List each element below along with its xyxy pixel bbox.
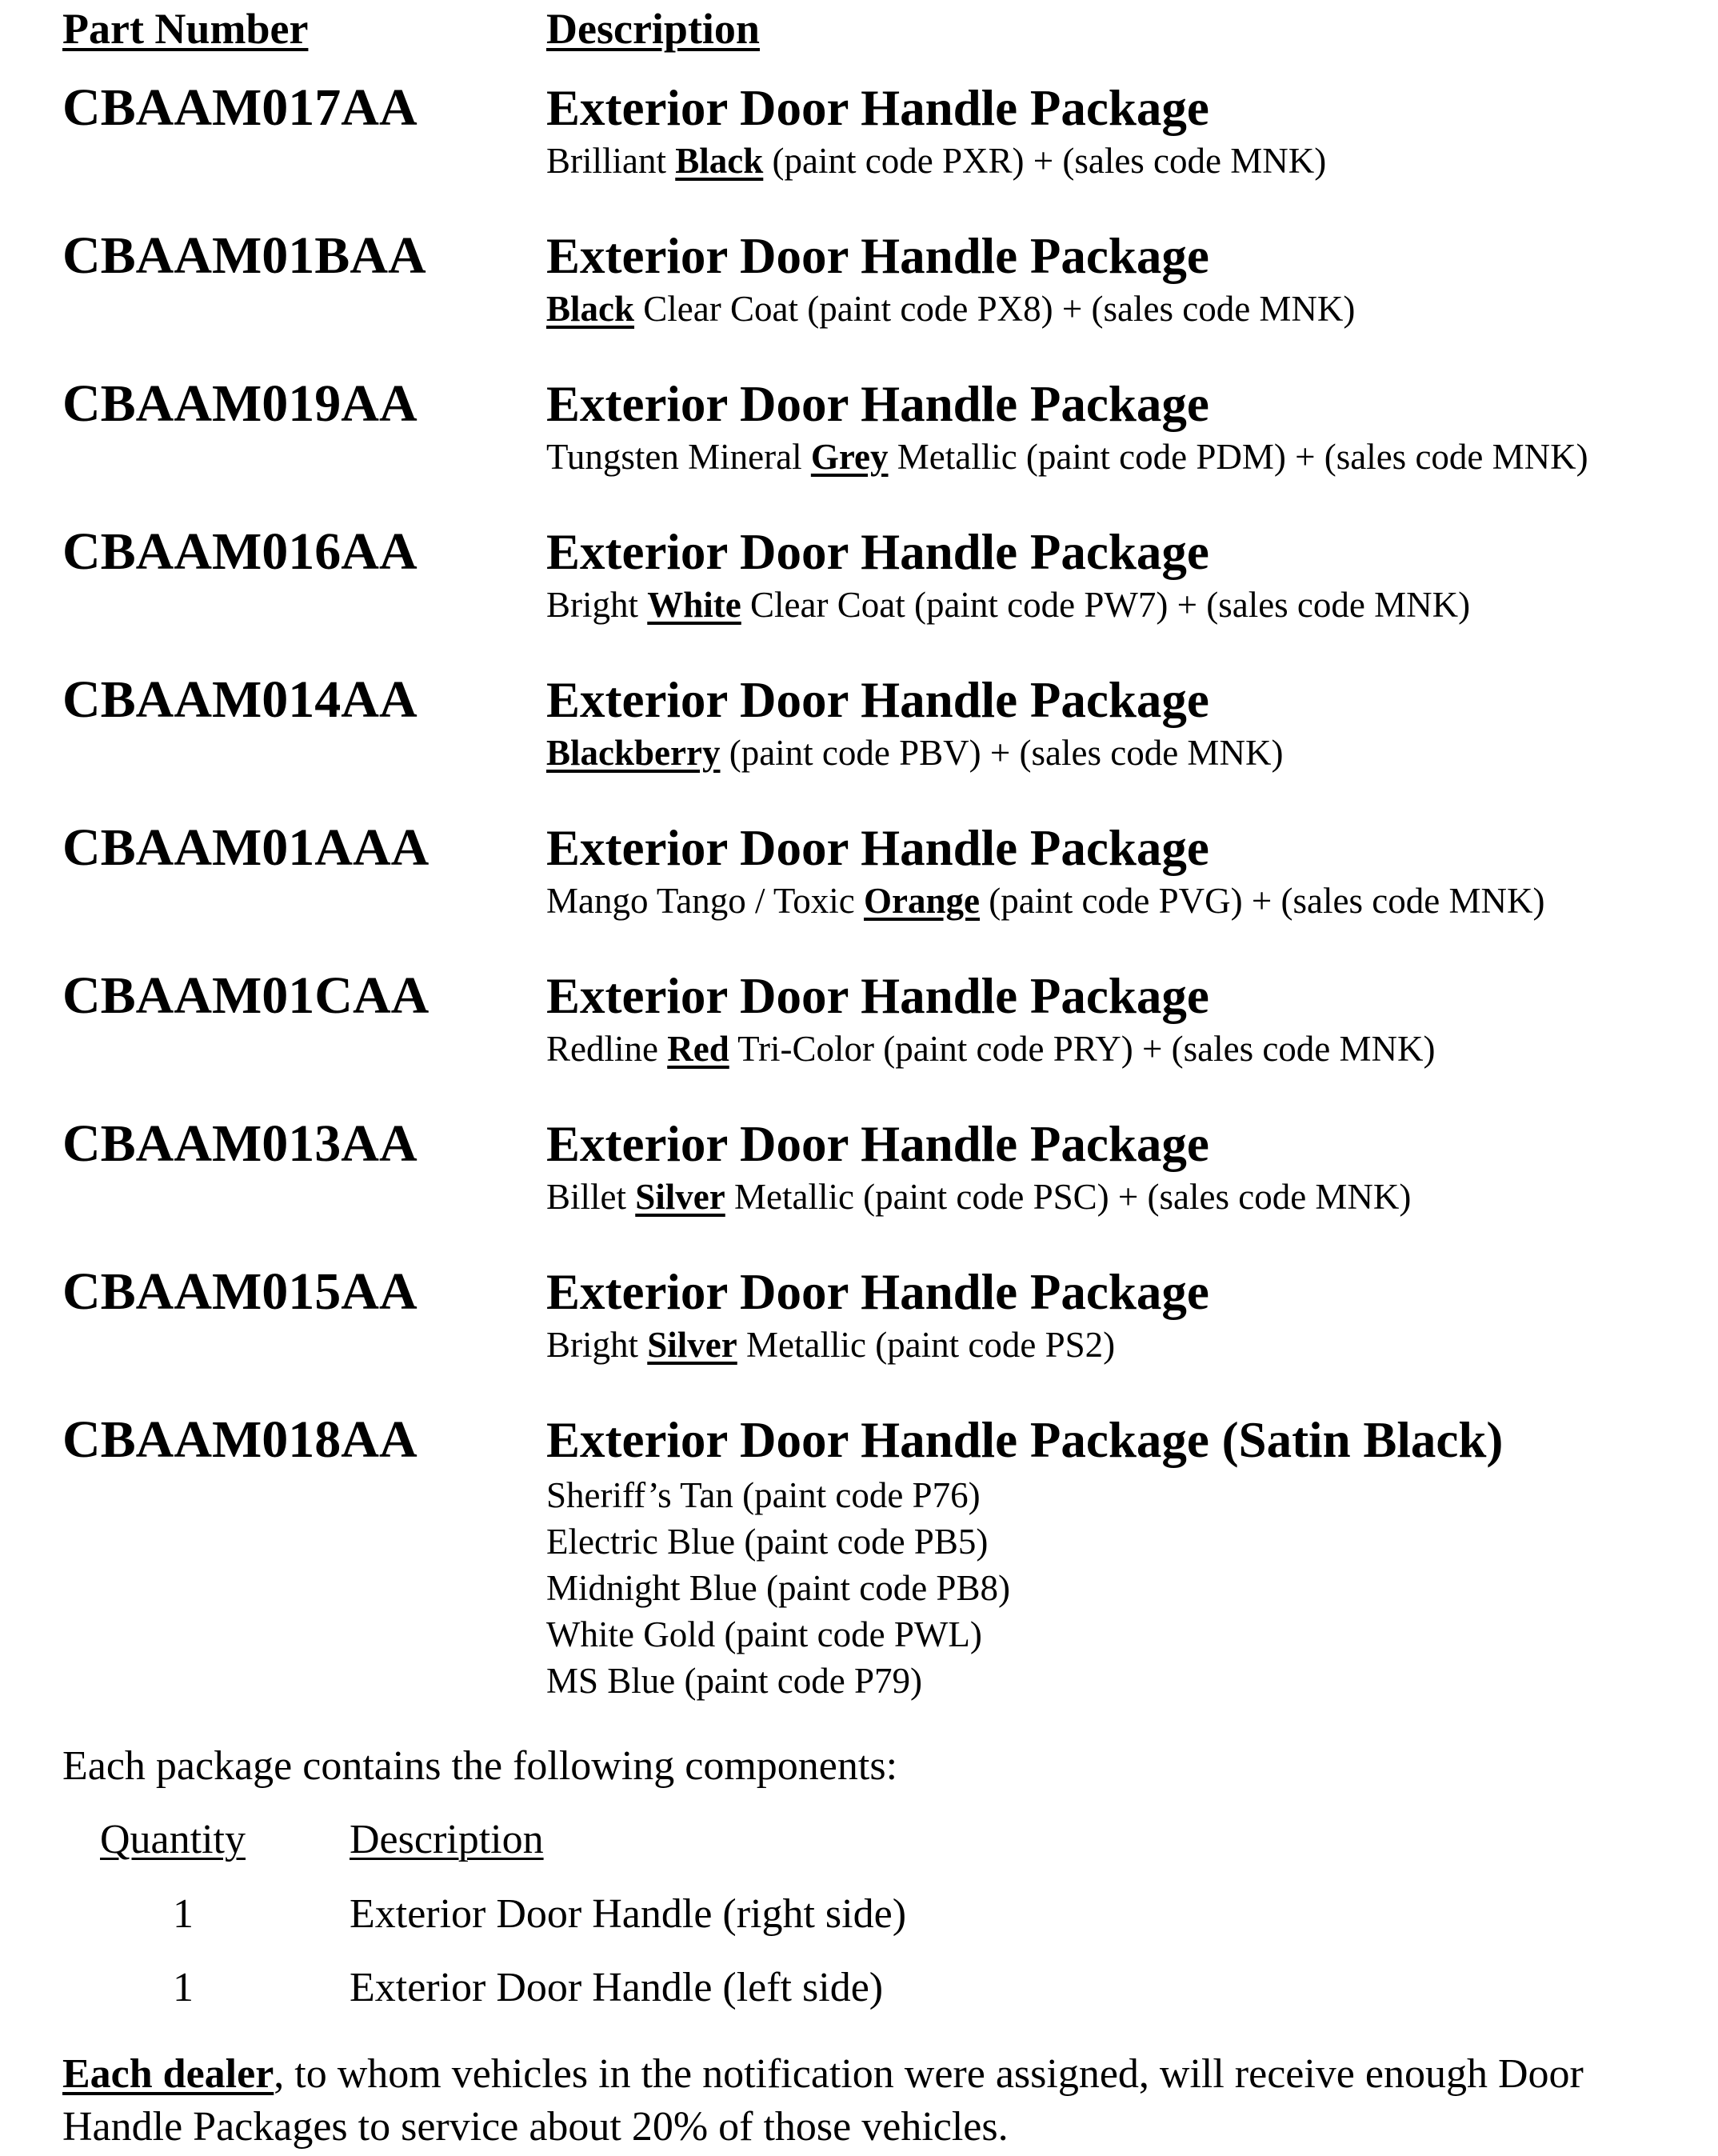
color-list-item: White Gold (paint code PWL) (546, 1614, 982, 1654)
color-list-item: MS Blue (paint code P79) (546, 1661, 922, 1701)
color-name: Red (667, 1029, 729, 1069)
part-number: CBAAM01BAA (62, 226, 426, 285)
color-name: Black (675, 141, 764, 181)
color-suffix: Clear Coat (paint code PW7) + (sales code MNK) (741, 585, 1471, 625)
color-suffix: (paint code PBV) + (sales code MNK) (720, 733, 1284, 773)
dealer-note (62, 2048, 1662, 2154)
color-name: White (647, 585, 741, 625)
color-list-item: Electric Blue (paint code PB5) (546, 1522, 989, 1562)
package-title: Exterior Door Handle Package (546, 968, 1209, 1024)
color-prefix: Mango Tango / Toxic (546, 881, 865, 921)
package-title: Exterior Door Handle Package (546, 524, 1209, 580)
part-number: CBAAM017AA (62, 78, 418, 137)
package-color-line (546, 1028, 1436, 1070)
package-description (546, 372, 1588, 478)
package-title: Exterior Door Handle Package (546, 80, 1209, 136)
dealer-note-lead: Each dealer (62, 2051, 274, 2097)
color-name: Silver (647, 1325, 737, 1365)
color-name: Silver (635, 1177, 725, 1217)
component-description: Exterior Door Handle (left side) (350, 1965, 884, 2010)
color-suffix: Tri-Color (paint code PRY) + (sales code MNK) (729, 1029, 1436, 1069)
package-description (546, 964, 1436, 1070)
part-number: CBAAM014AA (62, 670, 418, 729)
package-color-line (546, 1324, 1209, 1366)
component-quantity: 1 (173, 1965, 194, 2010)
color-suffix: Metallic (paint code PDM) + (sales code MNK) (888, 437, 1588, 477)
part-number-header: Part Number (62, 5, 309, 53)
part-number: CBAAM018AA (62, 1410, 418, 1469)
component-quantity: 1 (173, 1891, 194, 1937)
part-number: CBAAM01CAA (62, 966, 430, 1025)
color-list-item: Sheriff’s Tan (paint code P76) (546, 1475, 981, 1515)
package-description (546, 520, 1470, 626)
package-color-line (546, 288, 1355, 330)
package-title: Exterior Door Handle Package (546, 1116, 1209, 1172)
package-color-line (546, 732, 1283, 774)
package-color-line (546, 436, 1588, 478)
color-suffix: Clear Coat (paint code PX8) + (sales code MNK) (634, 289, 1356, 329)
package-description (546, 816, 1544, 922)
color-name: Orange (864, 881, 980, 921)
package-title: Exterior Door Handle Package (546, 672, 1209, 728)
color-prefix: Billet (546, 1177, 636, 1217)
package-color-line (546, 584, 1470, 626)
package-title: Exterior Door Handle Package (546, 820, 1209, 876)
part-number: CBAAM015AA (62, 1262, 418, 1321)
color-name: Blackberry (546, 733, 721, 773)
package-color-line (546, 140, 1326, 182)
package-description (546, 1408, 1503, 1704)
package-description (546, 76, 1326, 182)
color-suffix: (paint code PXR) + (sales code MNK) (763, 141, 1327, 181)
part-number: CBAAM01AAA (62, 818, 430, 877)
description-header: Description (546, 5, 760, 53)
dealer-note-text: , to whom vehicles in the notification were assigned, will receive enough Door Handle Packages to service about 20% of those vehicles. (62, 2051, 1584, 2150)
color-name: Grey (810, 437, 889, 477)
components-intro: Each package contains the following components: (62, 1743, 898, 1789)
package-description (546, 1260, 1209, 1366)
color-prefix: Tungsten Mineral (546, 437, 811, 477)
part-number: CBAAM013AA (62, 1114, 418, 1173)
color-list-item: Midnight Blue (paint code PB8) (546, 1568, 1010, 1608)
package-color-line (546, 1176, 1411, 1218)
color-prefix: Bright (546, 1325, 648, 1365)
color-prefix: Brilliant (546, 141, 676, 181)
color-prefix: Redline (546, 1029, 668, 1069)
quantity-header: Quantity (100, 1817, 246, 1862)
component-description: Exterior Door Handle (right side) (350, 1891, 907, 1937)
color-suffix: (paint code PVG) + (sales code MNK) (980, 881, 1545, 921)
package-title: Exterior Door Handle Package (546, 228, 1209, 284)
package-description (546, 224, 1355, 330)
package-description (546, 1112, 1411, 1218)
color-name: Black (546, 289, 635, 329)
package-title: Exterior Door Handle Package (Satin Black) (546, 1412, 1504, 1468)
part-number: CBAAM019AA (62, 374, 418, 433)
color-prefix: Bright (546, 585, 648, 625)
part-number: CBAAM016AA (62, 522, 418, 581)
package-title: Exterior Door Handle Package (546, 376, 1209, 432)
color-suffix: Metallic (paint code PS2) (737, 1325, 1116, 1365)
package-title: Exterior Door Handle Package (546, 1264, 1209, 1320)
color-suffix: Metallic (paint code PSC) + (sales code MNK) (725, 1177, 1412, 1217)
package-description (546, 668, 1283, 774)
component-description-header: Description (350, 1817, 544, 1862)
package-color-line (546, 880, 1544, 922)
